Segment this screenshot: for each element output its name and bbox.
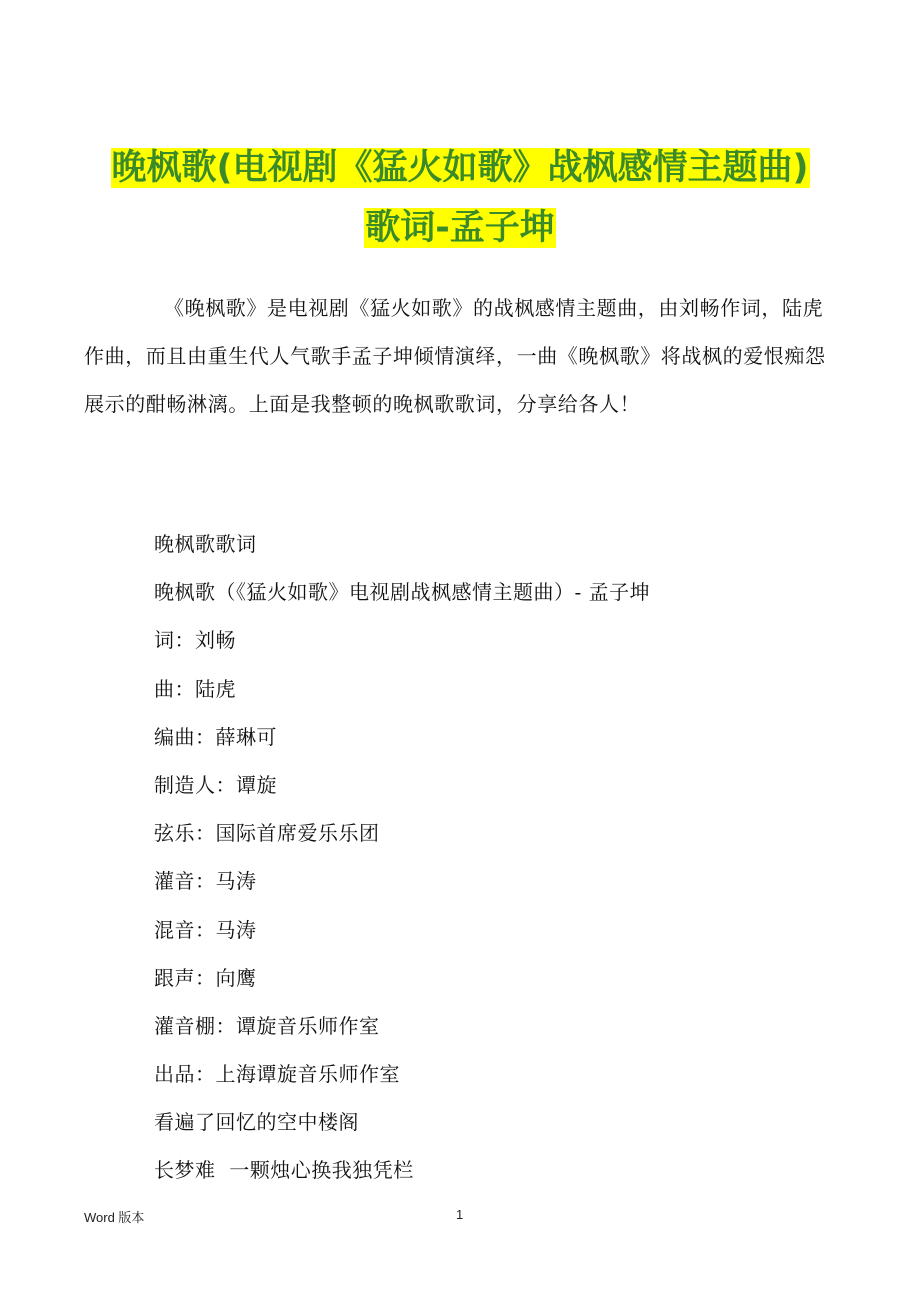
lyric-line: 编曲：薛琳可 — [154, 724, 277, 749]
lyric-line: 词：刘畅 — [154, 628, 236, 653]
footer-version-label: Word 版本 — [84, 1210, 145, 1225]
lyric-line: 长梦难 一颗烛心换我独凭栏 — [154, 1158, 414, 1183]
lyric-line: 出品：上海谭旋音乐师作室 — [154, 1062, 400, 1087]
lyric-line: 看遍了回忆的空中楼阁 — [154, 1110, 359, 1135]
lyric-line: 灌音棚：谭旋音乐师作室 — [154, 1013, 380, 1038]
title-line-1: 晚枫歌(电视剧《猛火如歌》战枫感情主题曲) — [111, 148, 809, 188]
lyric-line: 混音：马涛 — [154, 917, 257, 942]
lyric-line: 制造人：谭旋 — [154, 772, 277, 797]
intro-paragraph: 《晚枫歌》是电视剧《猛火如歌》的战枫感情主题曲，由刘畅作词，陆虎作曲，而且由重生代人气歌手孟子坤倾情演绎，一曲《晚枫歌》将战枫的爱恨痴怨展示的酣畅淋漓。上面是我整顿的晚枫歌歌词，分享给各人！ — [84, 296, 826, 416]
lyric-line: 弦乐：国际首席爱乐乐团 — [154, 821, 380, 846]
title-line-2: 歌词-孟子坤 — [365, 208, 555, 248]
lyric-line: 跟声：向鹰 — [154, 965, 257, 990]
footer-page-number: 1 — [456, 1207, 464, 1222]
lyric-line: 晚枫歌（《猛火如歌》电视剧战枫感情主题曲）- 孟子坤 — [154, 580, 651, 605]
lyrics-list — [154, 520, 650, 1195]
lyric-line: 灌音：马涛 — [154, 869, 257, 894]
lyric-line: 晚枫歌歌词 — [154, 532, 257, 556]
lyric-line: 曲：陆虎 — [154, 676, 236, 701]
document-title — [0, 138, 920, 258]
